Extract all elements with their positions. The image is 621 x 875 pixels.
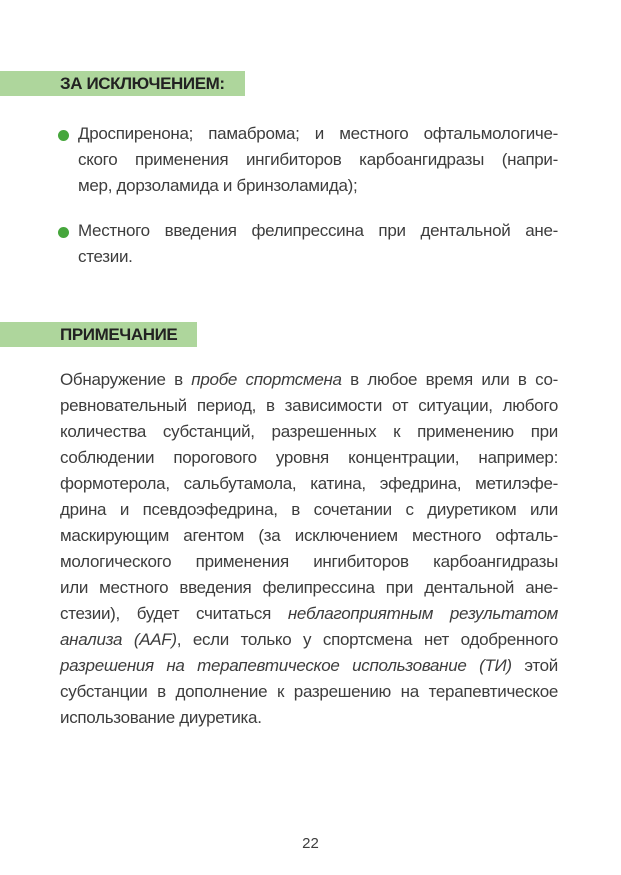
text-line: соблюдении порогового уровня концентрации, например: xyxy=(60,448,558,467)
note-header-title: ПРИМЕЧАНИЕ xyxy=(60,324,178,344)
text-line: формотерола, сальбутамола, катина, эфедрина, метилэфе- xyxy=(60,474,558,493)
text-line: маскирующим агентом (за исключением местного офталь- xyxy=(60,526,558,545)
text-line: стезии. xyxy=(78,247,133,266)
text-line: ского применения ингибиторов карбоангидразы (напри- xyxy=(78,150,558,169)
text-line: количества субстанций, разрешенных к применению при xyxy=(60,422,558,441)
text-line: ревновательный период, в зависимости от ситуации, любого xyxy=(60,396,558,415)
list-item xyxy=(58,218,558,270)
list-item xyxy=(58,121,558,199)
bullet-icon xyxy=(58,130,69,141)
text-line: Местного введения фелипрессина при дентальной ане- xyxy=(78,221,558,240)
exception-header-title: ЗА ИСКЛЮЧЕНИЕМ: xyxy=(60,73,225,93)
exception-header-bar xyxy=(0,71,245,96)
text-line: разрешения на терапевтическое использование (ТИ) этой xyxy=(60,656,558,675)
text-line: Обнаружение в пробе спортсмена в любое время или в со- xyxy=(60,370,558,389)
text-line: Дроспиренона; памаброма; и местного офтальмологиче- xyxy=(78,124,558,143)
text-line: дрина и псевдоэфедрина, в сочетании с диуретиком или xyxy=(60,500,558,519)
text-line: анализа (AAF), если только у спортсмена нет одобренного xyxy=(60,630,558,649)
bullet-text xyxy=(78,218,558,270)
text-line: стезии), будет считаться неблагоприятным результатом xyxy=(60,604,558,623)
note-header-bar xyxy=(0,322,197,347)
page-number: 22 xyxy=(302,835,319,852)
text-line: использование диуретика. xyxy=(60,708,262,727)
text-line: субстанции в дополнение к разрешению на терапевтическое xyxy=(60,682,558,701)
text-line: или местного введения фелипрессина при дентальной ане- xyxy=(60,578,558,597)
text-line: мологического применения ингибиторов карбоангидразы xyxy=(60,552,558,571)
text-line: мер, дорзоламида и бринзоламида); xyxy=(78,176,358,195)
bullet-text xyxy=(78,121,558,199)
note-paragraph xyxy=(60,367,558,731)
exception-bullet-list xyxy=(58,121,558,289)
bullet-icon xyxy=(58,227,69,238)
